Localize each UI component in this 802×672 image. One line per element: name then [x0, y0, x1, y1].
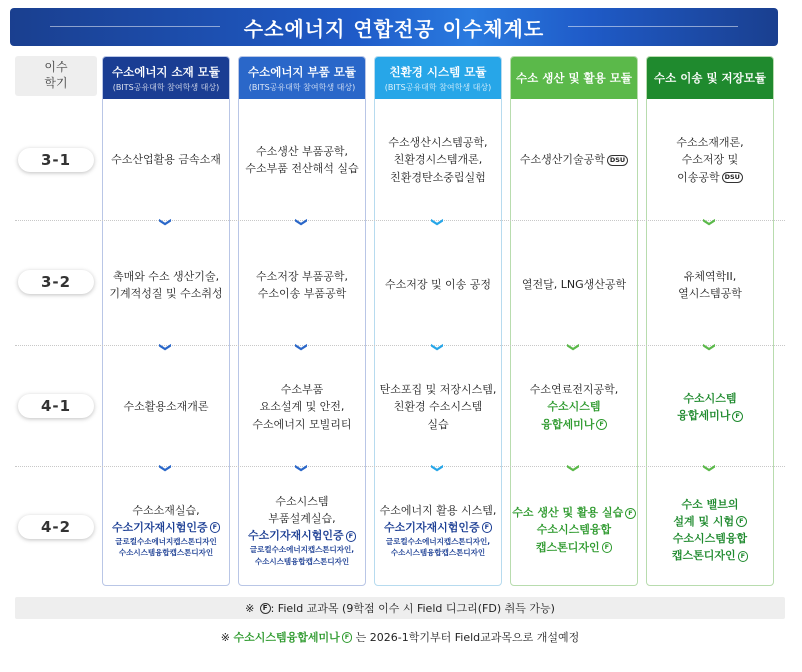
chevron-down-icon: ❯: [159, 462, 173, 474]
row-divider: [15, 220, 785, 221]
course-text: 유체역학II,: [683, 269, 737, 283]
course-name: 캡스톤디자인: [535, 540, 600, 554]
course-name: 수소 생산 및 활용 실습: [512, 506, 624, 520]
course-cell: [102, 478, 230, 582]
course-text: 촉매와 수소 생산기술,: [112, 269, 220, 283]
footnote-prefix: ※: [245, 601, 255, 615]
module-title: 수소에너지 부품 모듈: [248, 64, 356, 79]
course-text: 수소시스템융합캡스톤디자인: [118, 548, 214, 558]
chevron-down-icon: ❯: [159, 341, 173, 353]
module-header-materials: [103, 57, 229, 99]
course-text: 수소시스템융합캡스톤디자인: [254, 556, 350, 566]
course-cell: [102, 110, 230, 210]
field-badge: F: [260, 603, 271, 614]
course-text: 요소설계 및 안전,: [259, 400, 345, 414]
course-name: 융합세미나: [541, 417, 595, 431]
course-cell: [374, 478, 502, 582]
semester-3-1: 3-1: [18, 148, 94, 172]
course-cell: [646, 355, 774, 459]
course-text: 수소시스템융합: [672, 532, 748, 545]
course-text: 수소생산 부품공학,: [255, 144, 348, 158]
module-title: 친환경 시스템 모듈: [389, 64, 487, 79]
course-text: 수소소재개론,: [676, 136, 744, 150]
course-text: 수소저장 및 이송 공정: [384, 278, 492, 292]
course-name: 수소생산기술공학: [519, 153, 605, 167]
course-name: 수소기자재시험인증: [111, 520, 208, 534]
course-text: [672, 547, 748, 564]
course-text: 수소저장 및: [681, 153, 739, 167]
course-text: 수소소재실습,: [132, 503, 200, 517]
field-badge: F: [346, 531, 356, 542]
course-cell: [102, 235, 230, 335]
field-badge: F: [736, 516, 746, 527]
course-text: [677, 407, 743, 424]
chevron-down-icon: ❯: [703, 341, 717, 353]
course-text: 글로컬수소에너지캡스톤디자인,: [249, 545, 355, 555]
chevron-down-icon: ❯: [431, 462, 445, 474]
semester-4-2: 4-2: [18, 515, 94, 539]
semester-header-line1: 이수: [44, 60, 68, 75]
module-subtitle: (BITS공유대학 참여학생 대상): [248, 82, 356, 92]
dsu-badge: DSU: [722, 172, 743, 183]
course-name: 수소기자재시험인증: [383, 520, 480, 534]
course-text: 수소시스템: [683, 391, 737, 405]
semester-4-1: 4-1: [18, 394, 94, 418]
module-title: 수소 이송 및 저장모듈: [654, 71, 766, 85]
course-text: 열시스템공학: [678, 287, 742, 300]
course-text: 수소이송 부품공학: [257, 287, 347, 300]
field-badge: F: [732, 411, 742, 422]
module-subtitle: (BITS공유대학 참여학생 대상): [112, 82, 220, 92]
course-cell: [510, 478, 638, 582]
course-text: 수소산업활용 금속소재: [111, 153, 221, 167]
course-text: [677, 169, 743, 186]
course-cell: [374, 235, 502, 335]
course-text: [112, 519, 220, 536]
course-cell: [102, 355, 230, 459]
chevron-down-icon: ❯: [567, 341, 581, 353]
course-text: 탄소포집 및 저장시스템,: [379, 383, 497, 397]
semester-header: [15, 56, 97, 96]
course-text: 열전달, LNG생산공학: [521, 278, 627, 292]
course-cell: [510, 235, 638, 335]
module-header-eco-system: [375, 57, 501, 99]
chevron-down-icon: ❯: [295, 341, 309, 353]
footnote-prefix: ※: [220, 630, 230, 644]
chevron-down-icon: ❯: [703, 462, 717, 474]
course-text: [512, 504, 635, 521]
course-text: [520, 151, 628, 168]
course-text: 수소생산시스템공학,: [388, 136, 488, 150]
chevron-down-icon: ❯: [567, 462, 581, 474]
course-cell: [646, 110, 774, 210]
course-text: 수소 밸브의: [681, 497, 739, 511]
footnote-highlight: 수소시스템융합세미나: [233, 631, 340, 644]
course-cell: [238, 355, 366, 459]
course-cell: [374, 355, 502, 459]
chevron-down-icon: ❯: [159, 216, 173, 228]
course-text: 수소에너지 활용 시스템,: [379, 503, 497, 517]
course-cell: [510, 355, 638, 459]
field-badge: F: [596, 419, 606, 430]
module-title: 수소 생산 및 활용 모듈: [516, 71, 632, 85]
module-header-transport: [647, 57, 773, 99]
module-header-parts: [239, 57, 365, 99]
footnote-seminar-schedule: [15, 626, 785, 648]
row-divider: [15, 466, 785, 467]
course-text: 글로컬수소에너지캡스톤디자인,: [385, 536, 491, 546]
footnote-text: 는 2026-1학기부터 Field교과목으로 개설예정: [355, 631, 580, 644]
course-text: 친환경 수소시스템: [393, 400, 483, 414]
course-name: 설계 및 시험: [673, 514, 735, 528]
module-header-production: [511, 57, 637, 99]
dsu-badge: DSU: [607, 155, 628, 166]
footnote-field-course: ※ F : Field 교과목 (9학점 이수 시 Field 디그리(FD) 취득 가능): [15, 597, 785, 619]
semester-3-2: 3-2: [18, 270, 94, 294]
course-cell: [646, 478, 774, 582]
footnote-text: Field 교과목 (9학점 이수 시 Field 디그리(FD) 취득 가능): [277, 602, 555, 615]
module-title: 수소에너지 소재 모듈: [112, 64, 220, 79]
page-title: 수소에너지 연합전공 이수체계도: [10, 8, 778, 46]
field-badge: F: [625, 508, 635, 519]
course-text: [673, 513, 746, 530]
course-text: [384, 519, 492, 536]
course-cell: [238, 110, 366, 210]
chevron-down-icon: ❯: [703, 216, 717, 228]
course-text: 수소부품 전산해석 실습: [245, 162, 359, 175]
course-cell: [374, 110, 502, 210]
field-badge: F: [342, 632, 352, 643]
course-cell: [646, 235, 774, 335]
course-text: 수소저장 부품공학,: [255, 269, 348, 283]
course-text: [536, 539, 612, 556]
course-name: 캡스톤디자인: [671, 549, 736, 563]
field-badge: F: [602, 542, 612, 553]
course-text: 수소시스템: [547, 400, 601, 414]
course-text: 기계적성질 및 수소취성: [109, 287, 223, 300]
course-text: 수소연료전지공학,: [529, 383, 619, 397]
semester-header-line2: 학기: [44, 76, 68, 90]
course-text: 수소에너지 모빌리티: [252, 417, 352, 431]
chevron-down-icon: ❯: [295, 462, 309, 474]
course-text: 친환경시스템개론,: [393, 153, 483, 167]
course-text: 수소시스템융합: [536, 523, 612, 537]
course-cell: [238, 235, 366, 335]
course-text: 수소부품: [280, 383, 324, 397]
chevron-down-icon: ❯: [431, 341, 445, 353]
course-name: 융합세미나: [677, 409, 731, 422]
course-name: 수소기자재시험인증: [247, 529, 344, 543]
course-text: [248, 527, 356, 544]
course-text: [541, 416, 607, 433]
course-name: 이송공학: [677, 170, 720, 184]
course-text: 수소시스템융합캡스톤디자인: [390, 548, 486, 558]
chevron-down-icon: ❯: [295, 216, 309, 228]
field-badge: F: [738, 551, 748, 562]
course-text: 친환경탄소중립실험: [390, 170, 486, 184]
chevron-down-icon: ❯: [431, 216, 445, 228]
course-text: 글로컬수소에너지캡스톤디자인: [115, 536, 217, 546]
course-text: 부품설계실습,: [268, 512, 336, 526]
course-text: 실습: [427, 417, 449, 431]
module-subtitle: (BITS공유대학 참여학생 대상): [384, 82, 492, 92]
course-cell: [510, 110, 638, 210]
field-badge: F: [482, 522, 492, 533]
row-divider: [15, 345, 785, 346]
course-text: 수소활용소재개론: [123, 400, 209, 414]
course-cell: [238, 478, 366, 582]
course-text: 수소시스템: [275, 495, 329, 509]
field-badge: F: [210, 522, 220, 533]
